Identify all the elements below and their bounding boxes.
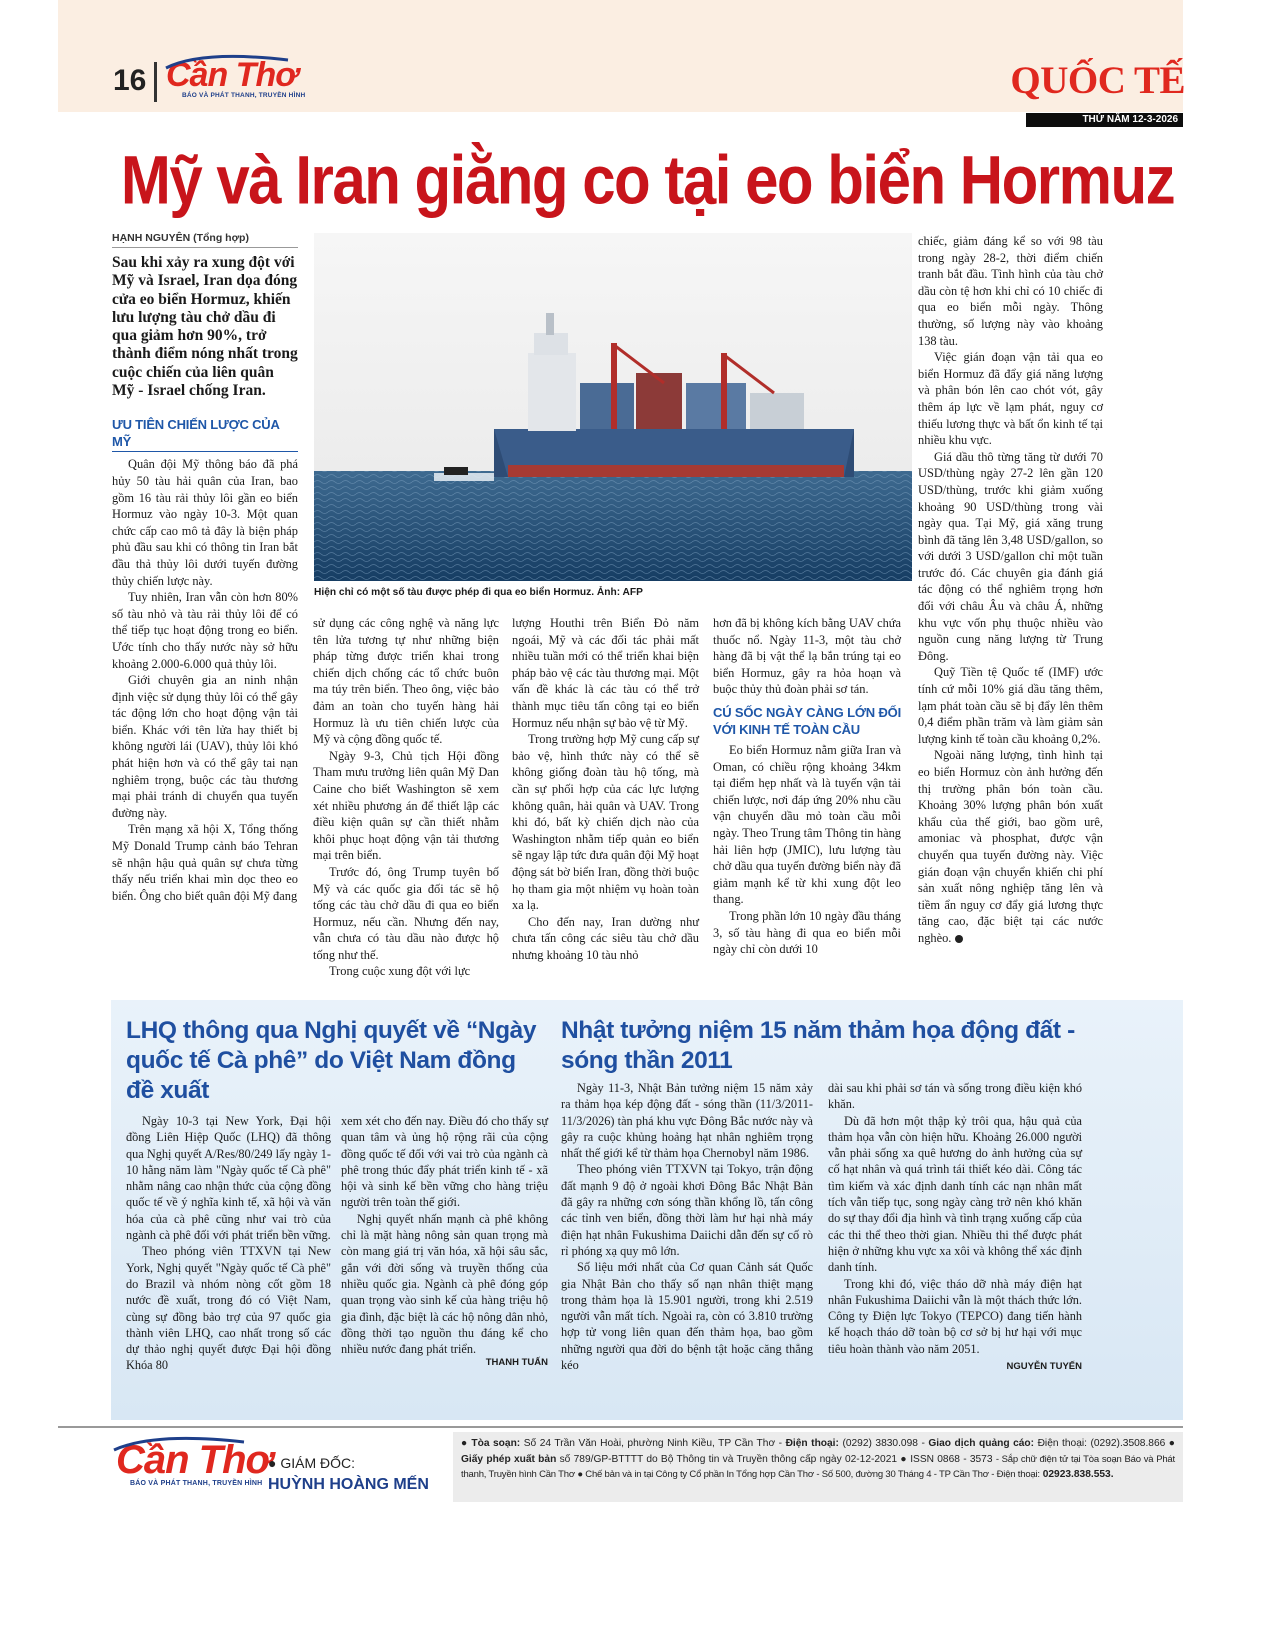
column-3 bbox=[512, 615, 699, 963]
japan-column-1 bbox=[561, 1080, 813, 1373]
paragraph: Giới chuyên gia an ninh nhận định việc sử dụng thủy lôi có thể gây tác động lớn cho hoạt động vận tải biển. Khác với tên lửa hay thiết bị không người lái (UAV), thủy lôi khó phát hiện hơn và có thể gây tai nạn nghiêm trọng, buộc các tàu thương mại phải tránh di chuyển qua tuyến đường này. bbox=[112, 673, 298, 820]
column-1 bbox=[112, 232, 298, 904]
logo-subtitle: BÁO VÀ PHÁT THANH, TRUYỀN HÌNH bbox=[182, 92, 306, 99]
cargo-ship-image bbox=[314, 233, 912, 581]
license-text: số 789/GP-BTTTT do Bộ Thông tin và Truyền thông cấp ngày 02-12-2021 bbox=[559, 1453, 898, 1465]
issn: ISSN 0868 - 3573 bbox=[910, 1453, 993, 1465]
paragraph-text: Ngoài năng lượng, tình hình tại eo biển Hormuz còn ảnh hưởng đến thị trường phân bón toàn cầu. Khoảng 30% lượng phân bón xuất khẩu của thế giới, bao gồm urê, amoniac và phosphat, được vận chuyển qua tuyến đường này. Việc gián đoạn vận chuyển khiến chi phí sản xuất nông nghiệp tăng lên và tiềm ẩn nguy cơ đẩy giá lương thực tăng cao, đặc biệt tại các nước nghèo. bbox=[918, 748, 1103, 945]
main-headline: Mỹ và Iran giằng co tại eo biển Hormuz bbox=[120, 142, 1175, 219]
print-info: - Sắp chữ điện tử tại Tòa soạn Báo và Phát thanh, Truyền hình Cần Thơ ● Chế bản và in tại Công ty Cổ phần In Tổng hợp Cần Thơ - Số 500, đường 30 Tháng 4 - TP Cần Thơ - Điện thoại: bbox=[461, 1453, 1175, 1480]
subhead-economy-shock: CÚ SỐC NGÀY CÀNG LỚN ĐỐI VỚI KINH TẾ TOÀN CẦU bbox=[713, 704, 901, 737]
paragraph: Giá dầu thô từng tăng từ dưới 70 USD/thùng ngày 27-2 lên gần 120 USD/thùng, trước khi giảm xuống khoảng 90 USD/thùng trong vài ngày qua. Tại Mỹ, giá xăng trung bình đã tăng lên 3,48 USD/gallon, so với dưới 3 USD/gallon chỉ một tuần trước đó. Các chuyên gia đánh giá tác động có thể nghiêm trọng hơn đối với châu Âu và châu Á, những khu vực vốn phụ thuộc nhiều vào nguồn cung năng lượng từ Trung Đông. bbox=[918, 449, 1103, 663]
logo-swoosh-icon bbox=[110, 1436, 250, 1454]
print-phone: 02923.838.553. bbox=[1042, 1469, 1114, 1480]
paragraph: Trong phần lớn 10 ngày đầu tháng 3, số tàu hàng đi qua eo biển mỗi ngày chỉ còn dưới 10 bbox=[713, 908, 901, 957]
paragraph: hơn đã bị không kích bằng UAV chứa thuốc nổ. Ngày 11-3, một tàu chở hàng đã bị vật thể lạ bắn trúng tại eo biển Hormuz, gây ra hỏa hoạn và buộc thủy thủ đoàn phải sơ tán. bbox=[713, 616, 901, 697]
paragraph: Quỹ Tiền tệ Quốc tế (IMF) ước tính cứ mỗi 10% giá dầu tăng thêm, lạm phát toàn cầu sẽ bị đẩy lên thêm 0,4 điểm phần trăm và làm giảm sản lượng kinh tế toàn cầu khoảng 0,2%. bbox=[918, 665, 1103, 746]
paragraph: dài sau khi phải sơ tán và sống trong điều kiện khó khăn. bbox=[828, 1081, 1082, 1112]
page-number: 16 bbox=[113, 64, 147, 97]
footer-logo bbox=[116, 1440, 271, 1487]
paragraph: Trước đó, ông Trump tuyên bố Mỹ và các quốc gia đối tác sẽ hộ tống các tàu chở dầu đi qua eo biển Hormuz, nếu cần. Nhưng đến nay, vẫn chưa có tàu dầu nào được hộ tống như thế. bbox=[313, 864, 499, 962]
coffee-column-1 bbox=[126, 1113, 331, 1374]
phone-number: (0292) 3830.098 - bbox=[842, 1438, 925, 1449]
footer-rule bbox=[58, 1426, 1183, 1428]
director-label: ● GIÁM ĐỐC: bbox=[268, 1455, 356, 1471]
paragraph: chiếc, giảm đáng kể so với 98 tàu trong ngày 28-2, thời điểm chiến tranh bắt đầu. Tình hình của tàu chở dầu còn tệ hơn khi chỉ có 10 chiếc đi qua eo biển mỗi ngày. Thông thường, số lượng này vào khoảng 138 tàu. bbox=[918, 234, 1103, 348]
phone-label: Điện thoại: bbox=[785, 1438, 839, 1449]
paragraph: Cho đến nay, Iran dường như chưa tấn công các siêu tàu chở dầu nhưng khoảng 10 tàu nhỏ bbox=[512, 914, 699, 962]
paragraph: Trong khi đó, việc tháo dỡ nhà máy điện hạt nhân Fukushima Daiichi vẫn là một thách thức lớn. Công ty Điện lực Tokyo (TEPCO) đang tiến hành kế hoạch tháo dỡ toàn bộ cơ sở bị hư hại với mục tiêu hoàn thành vào năm 2051. bbox=[828, 1276, 1082, 1356]
logo-subtitle: BÁO VÀ PHÁT THANH, TRUYỀN HÌNH bbox=[130, 1480, 263, 1487]
sapo: Sau khi xảy ra xung đột với Mỹ và Israel, Iran dọa đóng cửa eo biển Hormuz, khiến lưu lượng tàu chở dầu đi qua giảm hơn 90%, trở thành điểm nóng nhất trong cuộc chiến của liên quân Mỹ - Israel chống Iran. bbox=[112, 254, 298, 400]
publisher-info: ● Tòa soạn: Số 24 Trần Văn Hoài, phường Ninh Kiều, TP Cần Thơ - Điện thoại: (0292) 3830.098 - Giao dịch quảng cáo: Điện thoại: (0292).3508.866 ● Giấy phép xuất bản số 789/GP-BTTTT do Bộ Thông tin và Truyền thông cấp ngày 02-12-2021 ● ISSN 0868 - 3573 - Sắp chữ điện tử tại Tòa soạn Báo và Phát thanh, Truyền hình Cần Thơ ● Chế bản và in tại Công ty Cổ phần In Tổng hợp Cần Thơ - Số 500, đường 30 Tháng 4 - TP Cần Thơ - Điện thoại: 02923.838.553. bbox=[453, 1432, 1183, 1502]
section-title: QUỐC TẾ bbox=[1010, 59, 1185, 102]
subhead-us-priority: ƯU TIÊN CHIẾN LƯỢC CỦA MỸ bbox=[112, 416, 298, 452]
paragraph bbox=[918, 747, 1103, 946]
office-address: Số 24 Trần Văn Hoài, phường Ninh Kiều, TP Cần Thơ - bbox=[523, 1438, 783, 1449]
ads-phone: Điện thoại: (0292).3508.866 bbox=[1037, 1438, 1166, 1449]
author: NGUYỄN TUYẾN bbox=[1006, 1361, 1082, 1373]
logo-swoosh-icon bbox=[162, 54, 292, 72]
author: THANH TUẤN bbox=[485, 1357, 548, 1369]
column-4 bbox=[713, 615, 901, 958]
office-label: Tòa soạn: bbox=[471, 1438, 521, 1449]
ship-photo bbox=[314, 233, 912, 581]
paragraph: lượng Houthi trên Biển Đỏ năm ngoái, Mỹ và các đối tác phải mất nhiều tuần mới có thể triển khai biện pháp bảo vệ các tàu thương mại. Một vấn đề khác là các tàu có thể trở thành mục tiêu tấn công tại eo biển Hormuz nếu nhận sự bảo vệ từ Mỹ. bbox=[512, 616, 699, 730]
end-mark-icon bbox=[955, 935, 963, 943]
paragraph: Số liệu mới nhất của Cơ quan Cảnh sát Quốc gia Nhật Bản cho thấy số nạn nhân thiệt mạng trong thảm họa là 15.901 người, trong khi 2.519 người vẫn mất tích. Ngoài ra, còn có 3.810 trường hợp tử vong liên quan đến thảm họa, bao gồm những người qua đời do bệnh tật hoặc căng thẳng kéo bbox=[561, 1260, 813, 1373]
license-label: Giấy phép xuất bản bbox=[461, 1453, 557, 1465]
ads-label: Giao dịch quảng cáo: bbox=[928, 1438, 1035, 1449]
logo-text: Cần Thơ bbox=[116, 1438, 272, 1482]
header-divider bbox=[154, 62, 157, 102]
masthead-logo bbox=[166, 58, 305, 99]
paragraph: Nghị quyết nhấn mạnh cà phê không chỉ là mặt hàng nông sản quan trọng mà còn mang giá trị văn hóa, xã hội sâu sắc, gắn với đời sống và truyền thống của nhiều quốc gia. Ngành cà phê đóng góp quan trọng vào sinh kế của hàng triệu hộ gia đình, đặc biệt là các hộ nông dân nhỏ, đồng thời tạo nguồn thu đáng kể cho nhiều nước đang phát triển. bbox=[341, 1211, 548, 1357]
issue-date: THỨ NĂM 12-3-2026 bbox=[1026, 113, 1183, 127]
paragraph: Ngày 9-3, Chủ tịch Hội đồng Tham mưu trưởng liên quân Mỹ Dan Caine cho biết Washington sẽ xem xét nhiều phương án để thiết lập các điều kiện quân sự cần thiết nhằm khôi phục hoạt động vận tải thương mại trên biển. bbox=[313, 748, 499, 863]
paragraph: Eo biển Hormuz nằm giữa Iran và Oman, có chiều rộng khoảng 34km tại điểm hẹp nhất và là tuyến vận tải chiến lược, nơi đáp ứng 20% nhu cầu vận chuyển dầu mỏ toàn cầu mỗi ngày. Theo Trung tâm Thông tin hàng hải liên hợp (JMIC), lưu lượng tàu chở dầu qua tuyến đường biển này đã giảm mạnh kể từ khi xung đột leo thang. bbox=[713, 742, 901, 907]
photo-caption: Hiện chỉ có một số tàu được phép đi qua eo biển Hormuz. Ảnh: AFP bbox=[314, 587, 643, 598]
paragraph: Trong trường hợp Mỹ cung cấp sự bảo vệ, hình thức này có thể sẽ không giống đoàn tàu hộ tống, mà cần sự phối hợp của các lực lượng không quân, hải quân và UAV. Trong khi đó, bất kỳ chiến dịch nào của Washington nhằm tiếp quản eo biển sẽ ngay lập tức đưa quân đội Mỹ hoạt động sát bờ biển Iran, đồng thời buộc họ tham gia một nhiệm vụ hoàn toàn xa lạ. bbox=[512, 732, 699, 913]
coffee-column-2 bbox=[341, 1113, 548, 1368]
paragraph: xem xét cho đến nay. Điều đó cho thấy sự quan tâm và ủng hộ rộng rãi của cộng đồng quốc tế đối với vai trò của ngành cà phê trong thúc đẩy phát triển kinh tế - xã hội và sinh kế bền vững cho hàng triệu người trên toàn thế giới. bbox=[341, 1114, 548, 1210]
byline: HẠNH NGUYÊN (Tổng hợp) bbox=[112, 232, 249, 244]
paragraph: Theo phóng viên TTXVN tại New York, Nghị quyết "Ngày quốc tế Cà phê" do Brazil và nhóm nòng cốt gồm 18 nước đề xuất, trong đó có Việt Nam, cùng sự đồng bảo trợ của 97 quốc gia thành viên LHQ, cao nhất trong số các dự thảo nghị quyết được Đại hội đồng Khóa 80 bbox=[126, 1244, 331, 1373]
paragraph: Theo phóng viên TTXVN tại Tokyo, trận động đất mạnh 9 độ ở ngoài khơi Đông Bắc Nhật Bản đã gây ra những cơn sóng thần khổng lồ, tấn công các tỉnh ven biển, đồng thời làm hư hại nhà máy điện hạt nhân Fukushima Daiichi dẫn đến sự cố rò rỉ phóng xạ quy mô lớn. bbox=[561, 1162, 813, 1258]
director-name: HUỲNH HOÀNG MẾN bbox=[268, 1476, 429, 1493]
japan-headline: Nhật tưởng niệm 15 năm thảm họa động đất - sóng thần 2011 bbox=[561, 1017, 1075, 1074]
paragraph: Việc gián đoạn vận tải qua eo biển Hormuz đã đẩy giá năng lượng và phân bón lên cao chót vót, gây thêm áp lực về lạm phát, nguy cơ thiếu lương thực và bất ổn kinh tế tại nhiều khu vực. bbox=[918, 350, 1103, 448]
column-2 bbox=[313, 615, 499, 980]
column-5 bbox=[918, 233, 1103, 947]
byline-rule bbox=[112, 247, 298, 248]
paragraph: Tuy nhiên, Iran vẫn còn hơn 80% số tàu nhỏ và tàu rải thủy lôi để có thể tiếp tục hoạt động trong eo biển. Ước tính cho thấy nước này sở hữu khoảng 2.000-6.000 quả thủy lôi. bbox=[112, 590, 298, 671]
logo-text: Cần Thơ bbox=[166, 56, 298, 94]
paragraph: Dù đã hơn một thập kỷ trôi qua, hậu quả của thảm họa vẫn còn hiện hữu. Khoảng 26.000 người vẫn phải sống xa quê hương do ảnh hưởng của sự cố hạt nhân và quá trình tái thiết kéo dài. Công tác tìm kiếm và xác định danh tính các nạn nhân mất tích vẫn tiếp tục, song ngày càng trở nên khó khăn do sự thay đổi địa hình và tình trạng xuống cấp của các thi thể theo thời gian. Nhiều thi thể được phát hiện ở những khu vực xa xôi và không thể xác định danh tính. bbox=[828, 1113, 1082, 1275]
paragraph: Ngày 10-3 tại New York, Đại hội đồng Liên Hiệp Quốc (LHQ) đã thông qua Nghị quyết A/Res/80/249 lấy ngày 1-10 hằng năm làm "Ngày quốc tế Cà phê" nhằm nâng cao nhận thức của cộng đồng quốc tế về ý nghĩa kinh tế, xã hội và văn hóa của cà phê cũng như vai trò của ngành cà phê đối với phát triển bền vững. bbox=[126, 1114, 331, 1243]
japan-column-2 bbox=[828, 1080, 1082, 1372]
coffee-day-headline: LHQ thông qua Nghị quyết về “Ngày quốc tế Cà phê” do Việt Nam đồng đề xuất bbox=[126, 1017, 537, 1104]
director-label-text: GIÁM ĐỐC: bbox=[280, 1455, 356, 1471]
paragraph: Trên mạng xã hội X, Tổng thống Mỹ Donald Trump cảnh báo Tehran sẽ nhận hậu quả quân sự chưa từng thấy nếu triển khai mìn dọc theo eo biển. Ông cho biết quân đội Mỹ đang bbox=[112, 822, 298, 903]
paragraph: sử dụng các công nghệ và năng lực tên lửa tương tự như những biện pháp từng được triển khai trong chiến dịch chống các tổ chức buôn ma túy trên biển. Theo ông, việc bảo đảm an toàn cho tuyến hàng hải Hormuz là ưu tiên chiến lược của Mỹ và cộng đồng quốc tế. bbox=[313, 616, 499, 747]
paragraph: Quân đội Mỹ thông báo đã phá hủy 50 tàu hải quân của Iran, bao gồm 16 tàu rải thủy lôi gần eo biển Hormuz vào ngày 10-3. Một quan chức cấp cao mô tả đây là biện pháp phủ đầu sau khi có thông tin Iran bắt đầu thả thủy lôi dưới tuyến đường thủy chiến lược này. bbox=[112, 457, 298, 588]
paragraph: Trong cuộc xung đột với lực bbox=[329, 964, 471, 979]
paragraph: Ngày 11-3, Nhật Bản tưởng niệm 15 năm xảy ra thảm họa kép động đất - sóng thần (11/3/2011-11/3/2026) tàn phá khu vực Đông Bắc nước này và gây ra cuộc khủng hoảng hạt nhân nghiêm trọng nhất thế giới kể từ thảm họa Chernobyl năm 1986. bbox=[561, 1081, 813, 1161]
